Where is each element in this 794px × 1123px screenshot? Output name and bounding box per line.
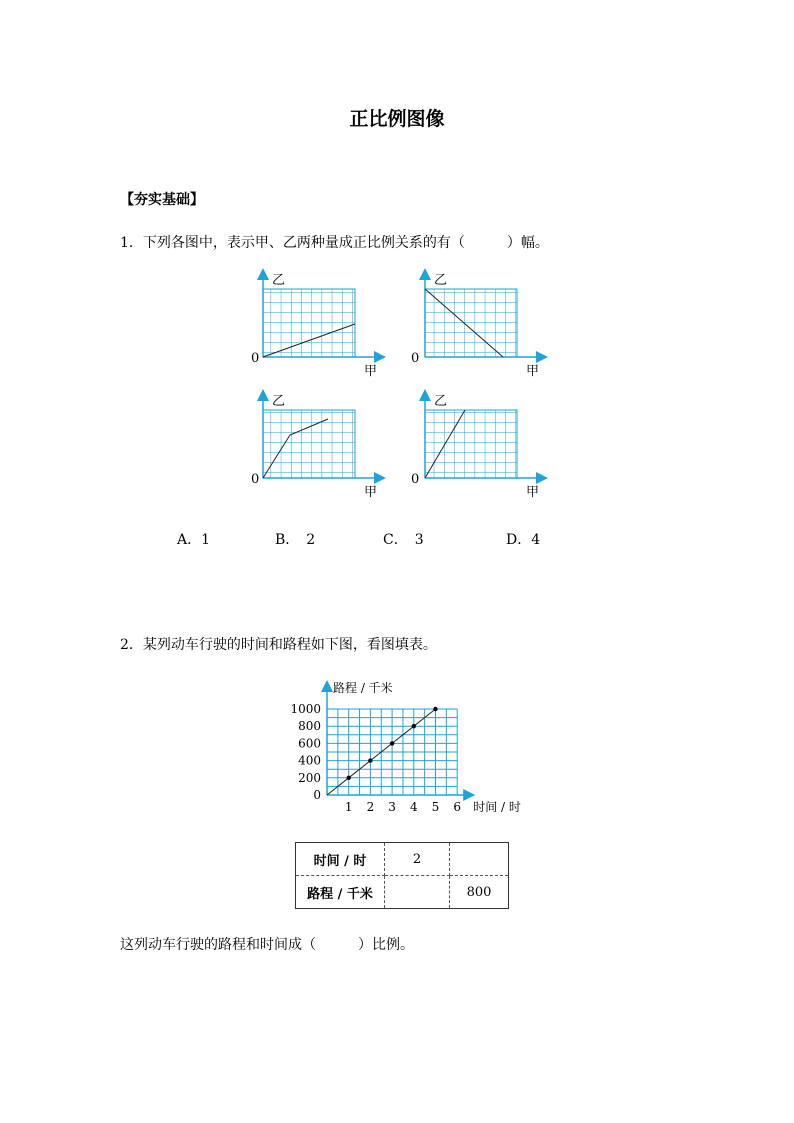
distance-time-chart [280, 676, 560, 821]
data-point [347, 776, 351, 780]
option-b: B． 2 [275, 532, 316, 548]
y-tick-label: 0 [313, 788, 321, 802]
data-point [433, 707, 437, 711]
option-c: C． 3 [383, 532, 424, 548]
x-axis-label: 甲 [526, 364, 540, 379]
table-cell: 2 [385, 843, 450, 876]
x-tick-label: 1 [344, 800, 353, 814]
data-point [390, 741, 394, 745]
x-tick-label: 3 [388, 800, 396, 814]
page-title: 正比例图像 [349, 108, 445, 130]
chart-grid [327, 709, 457, 795]
y-tick-label: 600 [298, 736, 321, 751]
x-axis-label: 甲 [364, 364, 378, 379]
y-axis-label: 乙 [272, 273, 286, 288]
y-axis-label: 乙 [434, 273, 448, 288]
question-2-text: 2．某列动车行驶的时间和路程如下图，看图填表。 [120, 637, 437, 653]
table-cell: 800 [450, 876, 509, 909]
origin-label: 0 [411, 472, 420, 487]
origin-label: 0 [251, 472, 260, 487]
graph-d [411, 394, 542, 500]
y-axis-title: 路程 / 千米 [333, 681, 393, 695]
question-1-graphs [240, 262, 560, 507]
y-tick-label: 1000 [290, 702, 321, 716]
data-point [412, 724, 416, 728]
origin-label: 0 [251, 351, 260, 366]
x-tick-label: 6 [453, 800, 462, 814]
option-a: A．1 [177, 532, 211, 548]
table-cell-blank[interactable] [450, 843, 509, 876]
graph-b [411, 273, 542, 379]
table-row [296, 876, 509, 909]
x-tick-label: 4 [409, 800, 418, 814]
x-axis-label: 甲 [526, 485, 540, 500]
option-d: D．4 [506, 532, 541, 548]
answer-table [295, 842, 509, 909]
table-row [296, 843, 509, 876]
graph-a [251, 273, 380, 379]
question-1-text: 1．下列各图中，表示甲、乙两种量成正比例关系的有（ ）幅。 [120, 235, 549, 251]
question-2-conclusion: 这列动车行驶的路程和时间成（ ）比例。 [120, 937, 414, 953]
y-tick-label: 400 [298, 753, 321, 768]
x-axis-label: 甲 [364, 485, 378, 500]
x-axis-title: 时间 / 时 [473, 800, 521, 814]
x-tick-label: 2 [366, 800, 375, 814]
table-cell-blank[interactable] [385, 876, 450, 909]
graph-c [251, 394, 380, 500]
origin-label: 0 [411, 351, 420, 366]
y-tick-label: 200 [298, 770, 321, 785]
data-point [368, 758, 372, 762]
table-header-time: 时间 / 时 [296, 843, 385, 876]
y-tick-label: 800 [298, 719, 321, 734]
section-heading: 【夯实基础】 [120, 192, 204, 208]
y-axis-label: 乙 [434, 394, 448, 409]
x-tick-label: 5 [431, 800, 440, 814]
y-axis-label: 乙 [272, 394, 286, 409]
table-header-distance: 路程 / 千米 [296, 876, 385, 909]
